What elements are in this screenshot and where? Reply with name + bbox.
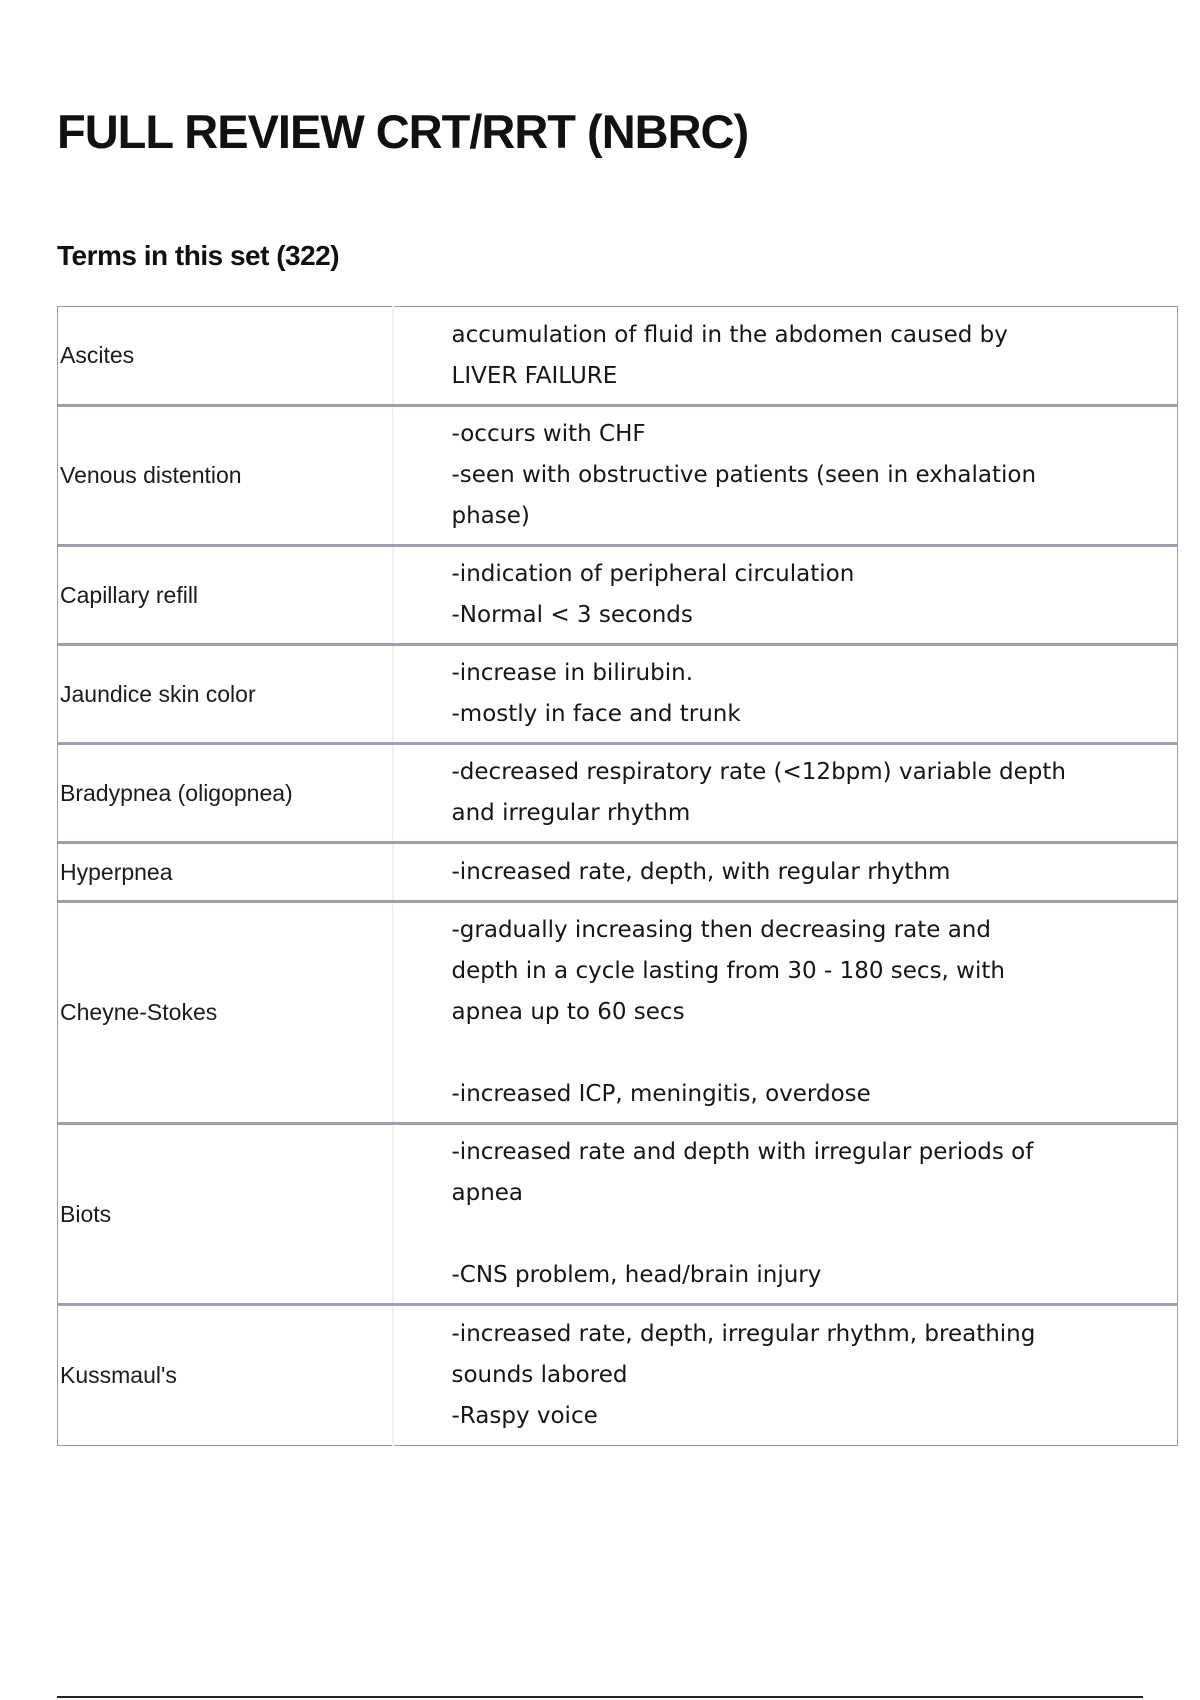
term-cell: Cheyne-Stokes bbox=[58, 902, 393, 1124]
definition-cell: -increased rate, depth, irregular rhythm, breathing sounds labored -Raspy voice bbox=[451, 1321, 1036, 1429]
definition-cell: -increased rate and depth with irregular periods of apnea -CNS problem, head/brain injury bbox=[451, 1139, 1034, 1288]
table-row bbox=[58, 843, 1178, 902]
terms-table bbox=[57, 306, 1178, 1446]
term-cell: Ascites bbox=[58, 307, 393, 406]
set-heading: Terms in this set (322) bbox=[57, 240, 340, 271]
term-cell: Bradypnea (oligopnea) bbox=[58, 744, 393, 843]
term-cell: Kussmaul's bbox=[58, 1305, 393, 1446]
definition-cell: -indication of peripheral circulation -Normal < 3 seconds bbox=[451, 561, 855, 628]
term-cell: Hyperpnea bbox=[58, 843, 393, 902]
table-row bbox=[58, 744, 1178, 843]
table-row bbox=[58, 1305, 1178, 1446]
definition-cell: -increased rate, depth, with regular rhythm bbox=[451, 858, 951, 885]
table-row bbox=[58, 902, 1178, 1124]
table-row bbox=[58, 406, 1178, 546]
definition-cell: -decreased respiratory rate (<12bpm) variable depth and irregular rhythm bbox=[451, 759, 1066, 826]
definition-cell: -gradually increasing then decreasing rate and depth in a cycle lasting from 30 - 180 secs, with apnea up to 60 secs -increased ICP, meningitis, overdose bbox=[451, 917, 1005, 1107]
definition-cell: -increase in bilirubin. -mostly in face and trunk bbox=[451, 660, 741, 727]
term-cell: Capillary refill bbox=[58, 546, 393, 645]
definition-cell: accumulation of fluid in the abdomen caused by LIVER FAILURE bbox=[451, 321, 1008, 389]
definition-cell: -occurs with CHF -seen with obstructive patients (seen in exhalation phase) bbox=[451, 421, 1037, 529]
page-title: FULL REVIEW CRT/RRT (NBRC) bbox=[57, 105, 749, 158]
table-row bbox=[58, 546, 1178, 645]
term-cell: Jaundice skin color bbox=[58, 645, 393, 744]
table-row bbox=[58, 1124, 1178, 1305]
term-cell: Venous distention bbox=[58, 406, 393, 546]
table-row bbox=[58, 307, 1178, 406]
term-cell: Biots bbox=[58, 1124, 393, 1305]
footer-divider bbox=[57, 1696, 1143, 1698]
table-row bbox=[58, 645, 1178, 744]
